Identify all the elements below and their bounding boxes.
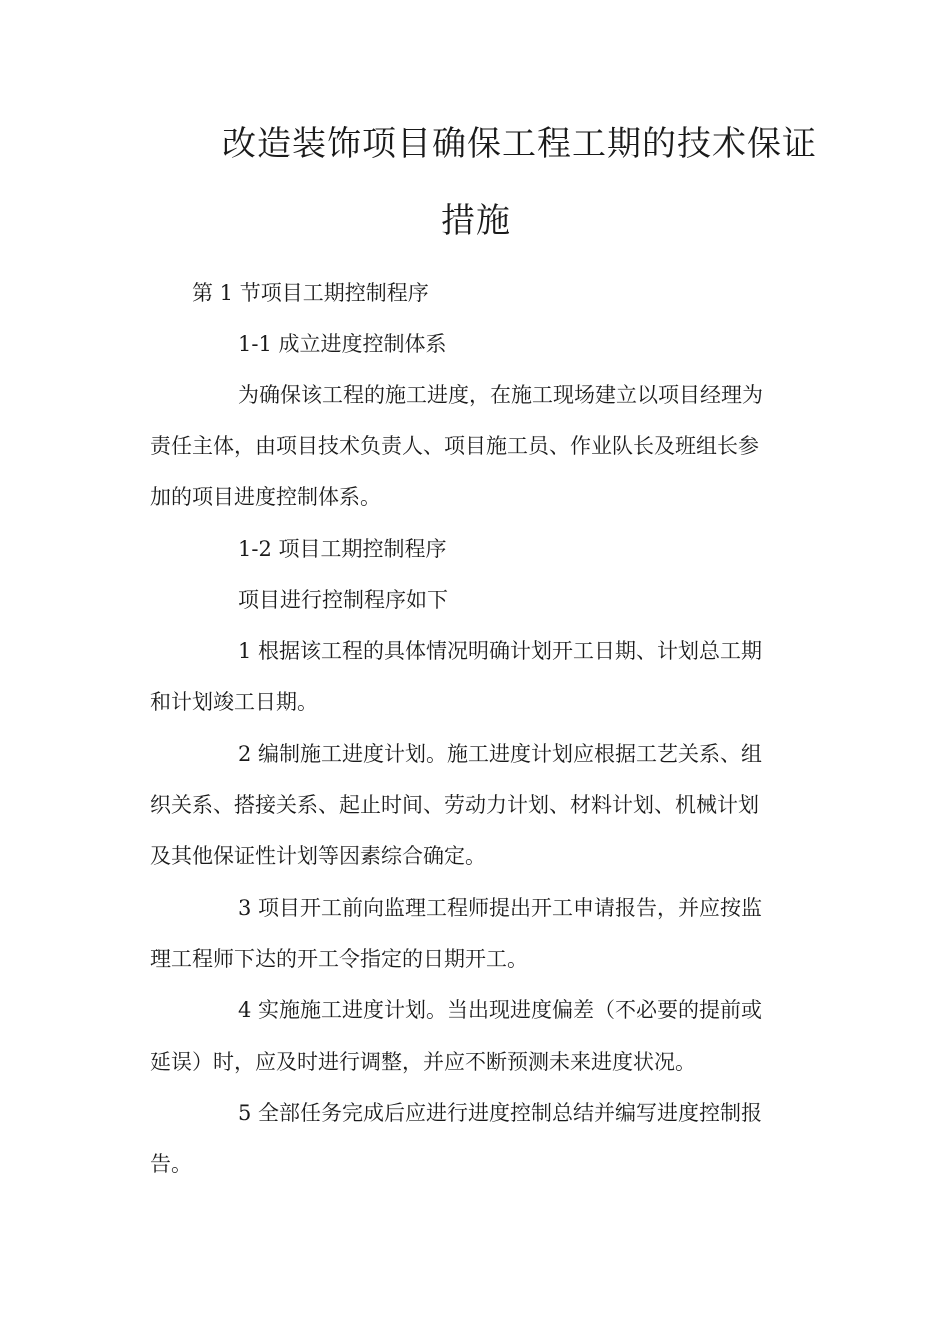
paragraph-1-line-1: 为确保该工程的施工进度，在施工现场建立以项目经理为 <box>238 383 763 407</box>
paragraph-intro: 项目进行控制程序如下 <box>238 588 448 612</box>
document-title-line-1: 改造装饰项目确保工程工期的技术保证 <box>222 124 817 164</box>
section-heading: 第 1 节项目工期控制程序 <box>192 281 429 305</box>
list-item-5-line-1: 5 全部任务完成后应进行进度控制总结并编写进度控制报 <box>238 1101 763 1125</box>
list-item-1-line-2: 和计划竣工日期。 <box>150 690 318 714</box>
list-item-2-line-3: 及其他保证性计划等因素综合确定。 <box>150 844 486 868</box>
list-item-1-line-1: 1 根据该工程的具体情况明确计划开工日期、计划总工期 <box>238 639 763 663</box>
list-item-4-line-1: 4 实施施工进度计划。当出现进度偏差（不必要的提前或 <box>238 998 763 1022</box>
list-item-2-line-2: 织关系、搭接关系、起止时间、劳动力计划、材料计划、机械计划 <box>150 793 759 817</box>
paragraph-1-line-3: 加的项目进度控制体系。 <box>150 485 381 509</box>
paragraph-1-line-2: 责任主体，由项目技术负责人、项目施工员、作业队长及班组长参 <box>150 434 759 458</box>
subsection-heading-1-1: 1-1 成立进度控制体系 <box>238 332 447 356</box>
document-title-line-2: 措施 <box>441 201 511 241</box>
list-item-3-line-2: 理工程师下达的开工令指定的日期开工。 <box>150 947 528 971</box>
list-item-5-line-2: 告。 <box>150 1152 192 1176</box>
list-item-2-line-1: 2 编制施工进度计划。施工进度计划应根据工艺关系、组 <box>238 742 763 766</box>
list-item-3-line-1: 3 项目开工前向监理工程师提出开工申请报告，并应按监 <box>238 896 763 920</box>
subsection-heading-1-2: 1-2 项目工期控制程序 <box>238 537 447 561</box>
list-item-4-line-2: 延误）时，应及时进行调整，并应不断预测未来进度状况。 <box>150 1050 696 1074</box>
